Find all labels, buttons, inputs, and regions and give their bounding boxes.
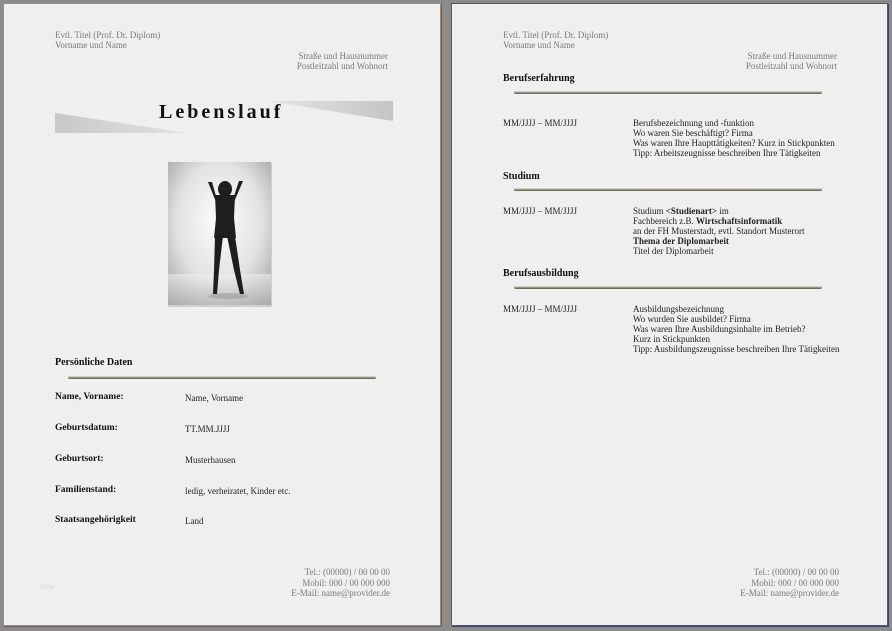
detail-line	[633, 206, 804, 216]
profile-photo	[168, 162, 271, 305]
detail-line	[633, 216, 804, 226]
field-label: Name, Vorname:	[55, 392, 124, 402]
section-divider	[514, 286, 822, 289]
training-date: MM/JJJJ – MM/JJJJ	[503, 304, 578, 314]
detail-line: Tipp: Ausbildungszeugnisse beschreiben Ihre Tätigkeiten	[633, 344, 840, 354]
detail-line: Was waren Ihre Ausbildungsinhalte im Betrieb?	[633, 324, 806, 334]
header-name-line: Vorname und Name	[503, 40, 575, 50]
detail-line: an der FH Musterstadt, evtl. Standort Musterort	[633, 226, 805, 236]
field-label: Geburtsort:	[55, 454, 104, 464]
study-date: MM/JJJJ – MM/JJJJ	[503, 206, 578, 216]
training-details	[633, 304, 839, 354]
page-2	[451, 3, 888, 626]
detail-line	[633, 236, 804, 246]
header-street-line: Straße und Hausnummer	[747, 51, 837, 61]
header-title-line: Evtl. Titel (Prof. Dr. Diplom)	[55, 30, 161, 40]
faculty-prefix: Fachbereich z.B.	[633, 216, 696, 226]
study-type-prefix: Studium	[633, 206, 666, 216]
field-value: TT.MM.JJJJ	[185, 424, 230, 434]
section-divider	[68, 376, 376, 379]
detail-line: Tipp: Arbeitszeugnisse beschreiben Ihre Tätigkeiten	[633, 148, 821, 158]
section-divider	[514, 91, 822, 94]
field-label: Geburtsdatum:	[55, 423, 118, 433]
training-heading: Berufsausbildung	[503, 268, 579, 279]
detail-line: Wo waren Sie beschäftigt? Firma	[633, 128, 753, 138]
study-type-suffix: im	[717, 206, 729, 216]
footer-phone: Tel.: (00000) / 00 00 00	[304, 567, 390, 577]
detail-line: Titel der Diplomarbeit	[633, 246, 714, 256]
footer-mobile: Mobil: 000 / 00 000 000	[302, 578, 390, 588]
personal-data-heading: Persönliche Daten	[55, 357, 133, 368]
experience-date: MM/JJJJ – MM/JJJJ	[503, 118, 578, 128]
header-name-line: Vorname und Name	[55, 40, 127, 50]
field-value: Name, Vorname	[185, 393, 244, 403]
header-street-line: Straße und Hausnummer	[298, 51, 388, 61]
detail-line: Wo wurden Sie ausbildet? Firma	[633, 314, 751, 324]
experience-heading: Berufserfahrung	[503, 73, 575, 84]
detail-line: Ausbildungsbezeichnung	[633, 304, 724, 314]
footer-email: E-Mail: name@provider.de	[740, 588, 839, 598]
thesis-topic-label: Thema der Diplomarbeit	[633, 236, 729, 246]
field-value: ledig, verheiratet, Kinder etc.	[185, 486, 291, 496]
footer-phone: Tel.: (00000) / 00 00 00	[753, 567, 839, 577]
study-heading: Studium	[503, 171, 540, 182]
watermark: kzw	[40, 581, 55, 591]
page-1	[3, 3, 441, 626]
cv-title: Lebenslauf	[159, 101, 284, 123]
section-divider	[514, 188, 822, 191]
detail-line: Berufsbezeichnung und -funktion	[633, 118, 754, 128]
field-value: Land	[185, 516, 204, 526]
experience-details	[633, 118, 835, 158]
field-value: Musterhausen	[185, 455, 236, 465]
detail-line: Was waren Ihre Haupttätigkeiten? Kurz in Stickpunkten	[633, 138, 835, 148]
header-city-line: Postleitzahl und Wohnort	[296, 61, 388, 71]
detail-line: Kurz in Stickpunkten	[633, 334, 710, 344]
footer-mobile: Mobil: 000 / 00 000 000	[751, 578, 839, 588]
faculty-name: Wirtschaftsinformatik	[695, 216, 783, 226]
study-details	[633, 206, 804, 256]
footer-email: E-Mail: name@provider.de	[291, 588, 390, 598]
header-title-line: Evtl. Titel (Prof. Dr. Diplom)	[503, 30, 609, 40]
field-label: Staatsangehörigkeit	[55, 515, 136, 525]
header-city-line: Postleitzahl und Wohnort	[745, 61, 837, 71]
field-label: Familienstand:	[55, 485, 117, 495]
study-type: <Studienart>	[665, 206, 718, 216]
